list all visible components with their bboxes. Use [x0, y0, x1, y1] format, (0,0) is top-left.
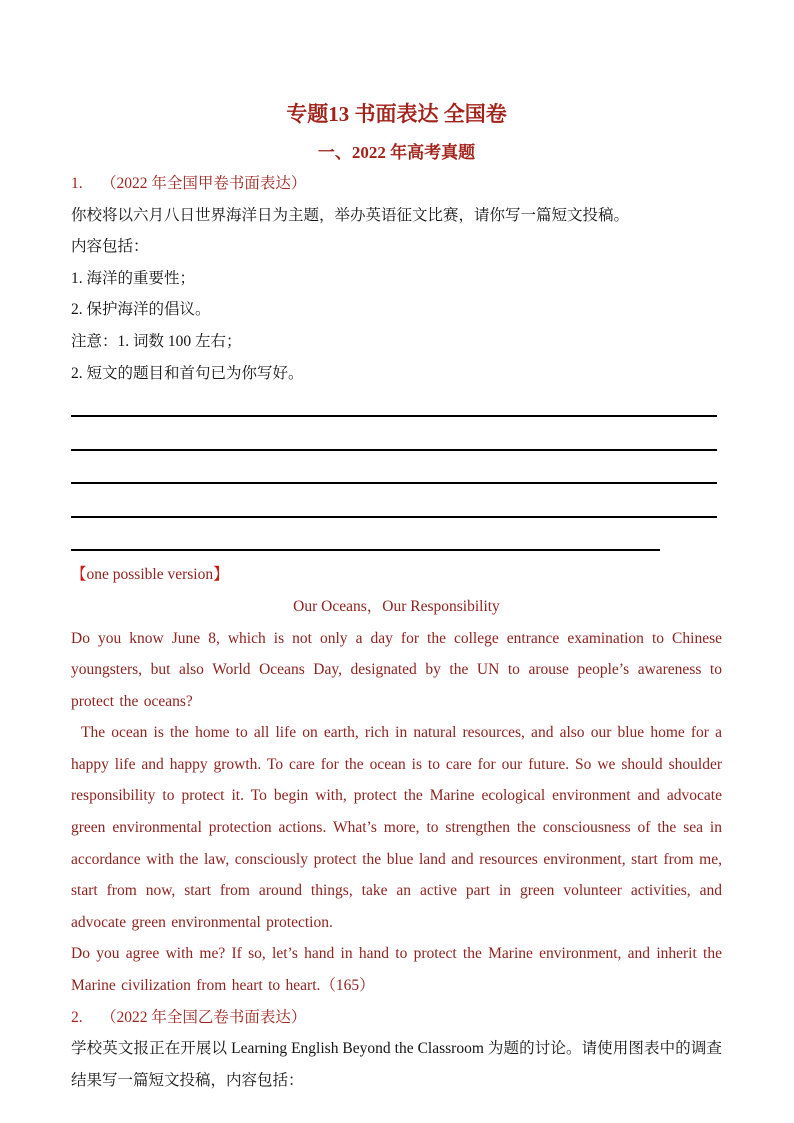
- answer-writing-area: [71, 383, 722, 551]
- question-1-note: 注意：1. 词数 100 左右；: [71, 332, 242, 350]
- question-2-source: （2022 年全国乙卷书面表达）: [101, 1008, 307, 1026]
- essay-paragraph: The ocean is the home to all life on earth, rich in natural resources, and also our blue home for a happy life and happy growth. To care for the ocean is to care for our future. So we should shoulder responsibility to protect it. To begin with, protect the Marine ecological environment and advocate green environmental protection actions. What’s more, to strengthen the consciousness of the sea in accordance with the law, consciously protect the blue land and resources environment, start from me, start from now, start from around things, take an active part in green volunteer activities, and advocate green environmental protection.: [71, 724, 722, 931]
- question-1-point: 1. 海洋的重要性；: [71, 269, 196, 287]
- writing-line: [71, 518, 660, 552]
- essay-paragraph: Do you agree with me? If so, let’s hand in hand to protect the Marine environment, and inherit the Marine civilization from heart to heart.（165）: [71, 945, 722, 995]
- essay-paragraph: Do you know June 8, which is not only a day for the college entrance examination to Chinese youngsters, but also World Oceans Day, designated by the UN to arouse people’s awareness to protect the oceans?: [71, 629, 722, 710]
- label-close-bracket: 】: [213, 566, 229, 584]
- page-content: [71, 0, 722, 1096]
- question-1-content-label: 内容包括：: [71, 238, 149, 256]
- model-answer-label: [71, 559, 722, 591]
- writing-line: [71, 484, 717, 518]
- writing-line: [71, 451, 717, 485]
- question-1-note: 2. 短文的题目和首句已为你写好。: [71, 364, 304, 382]
- question-2-heading: [71, 1002, 722, 1034]
- question-1-heading: [71, 168, 722, 200]
- question-2-number: 2.: [71, 1008, 83, 1026]
- document-title: 专题13 书面表达 全国卷: [286, 102, 507, 126]
- document-body: [71, 168, 722, 1096]
- question-1-source: （2022 年全国甲卷书面表达）: [101, 175, 307, 192]
- question-2-prompt: 学校英文报正在开展以 Learning English Beyond the Classroom 为题的讨论。请使用图表中的调查结果写一篇短文投稿，内容包括：: [71, 1040, 722, 1089]
- essay-title: Our Oceans，Our Responsibility: [293, 597, 500, 615]
- label-text: one possible version: [86, 566, 214, 584]
- section-heading: 一、2022 年高考真题: [317, 143, 476, 162]
- question-1-point: 2. 保护海洋的倡议。: [71, 301, 211, 319]
- writing-line: [71, 417, 717, 451]
- question-1-number: 1.: [71, 175, 83, 192]
- label-open-bracket: 【: [71, 566, 87, 584]
- question-1-prompt: 你校将以六月八日世界海洋日为主题，举办英语征文比赛，请你写一篇短文投稿。: [71, 206, 630, 224]
